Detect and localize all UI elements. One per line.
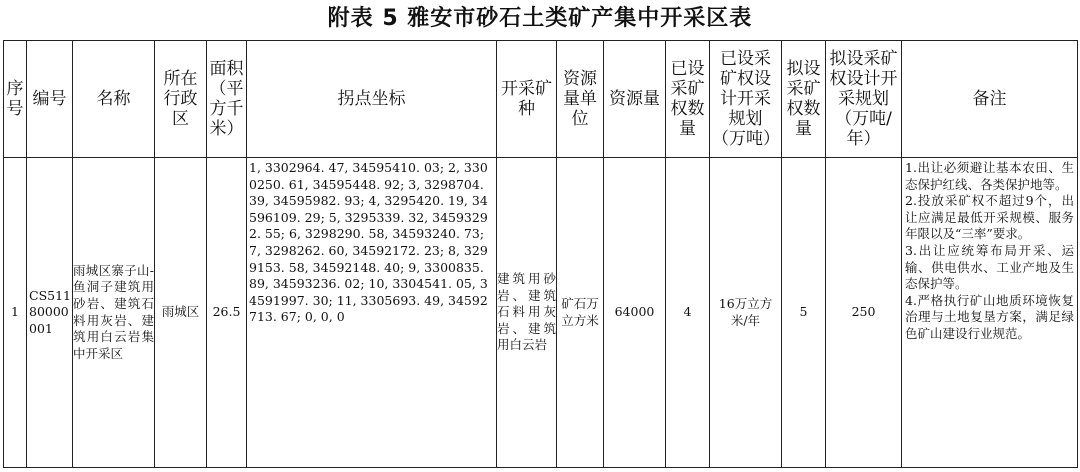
cell-resource: 64000 [604,158,666,468]
cell-unit: 矿石万立方米 [557,158,604,468]
cell-planned-plan: 250 [826,158,902,468]
cell-notes [902,158,1078,468]
cell-seq: 1 [4,158,27,468]
note-item: 3.出让应统筹布局开采、运输、供电供水、工业产地及生态保护等。 [905,242,1074,292]
cell-coords: 1, 3302964. 47, 34595410. 03; 2, 3300250. 61, 34595448. 92; 3, 3298704. 39, 34595982. 93; 4, 3295420. 19, 34596109. 29; 5, 3295339. 32, 34593292. 55; 6, 3298290. 58, 34593240. 73; 7, 3298262. 60, 34592172. 23; 8, 3299153. 58, 34592148. 40; 9, 3300835. 89, 34593236. 02; 10, 3304541. 05, 34591997. 30; 11, 3305693. 49, 34592713. 67; 0, 0, 0 [247,158,497,468]
cell-name: 雨城区寨子山-鱼洞子建筑用砂岩、建筑石料用灰岩、建筑用白云岩集中开采区 [73,158,155,468]
header-existing-count: 已设采矿权数量 [666,41,710,158]
header-name: 名称 [73,41,155,158]
cell-mineral: 建筑用砂岩、建筑石料用灰岩、建筑用白云岩 [497,158,557,468]
cell-planned-count: 5 [782,158,826,468]
cell-code: CS51180000001 [27,158,73,468]
header-code: 编号 [27,41,73,158]
note-item: 4.严格执行矿山地质环境恢复治理与土地复垦方案，满足绿色矿山建设行业规范。 [905,292,1074,341]
header-unit: 资源量单位 [557,41,604,158]
header-row [4,41,1078,158]
note-item: 2.投放采矿权不超过9个，出让应满足最低开采规模、服务年限以及“三率”要求。 [905,193,1074,242]
header-planned-plan: 拟设采矿权设计开采规划（万吨/年） [826,41,902,158]
header-coords: 拐点坐标 [247,41,497,158]
header-existing-plan: 已设采矿权设计开采规划（万吨） [710,41,782,158]
note-item: 1.出让必须避让基本农田、生态保护红线、各类保护地等。 [905,160,1074,192]
header-district: 所在行政区 [155,41,207,158]
header-planned-count: 拟设采矿权数量 [782,41,826,158]
header-notes: 备注 [902,41,1078,158]
page-title: 附表 5 雅安市砂石土类矿产集中开采区表 [327,6,753,31]
mining-area-table [3,40,1078,468]
header-mineral: 开采矿种 [497,41,557,158]
header-seq: 序号 [4,41,27,158]
cell-area: 26.5 [207,158,247,468]
header-area: 面积（平方千米） [207,41,247,158]
header-resource: 资源量 [604,41,666,158]
table-row [4,158,1078,468]
cell-district: 雨城区 [155,158,207,468]
cell-existing-count: 4 [666,158,710,468]
cell-existing-plan: 16万立方米/年 [710,158,782,468]
